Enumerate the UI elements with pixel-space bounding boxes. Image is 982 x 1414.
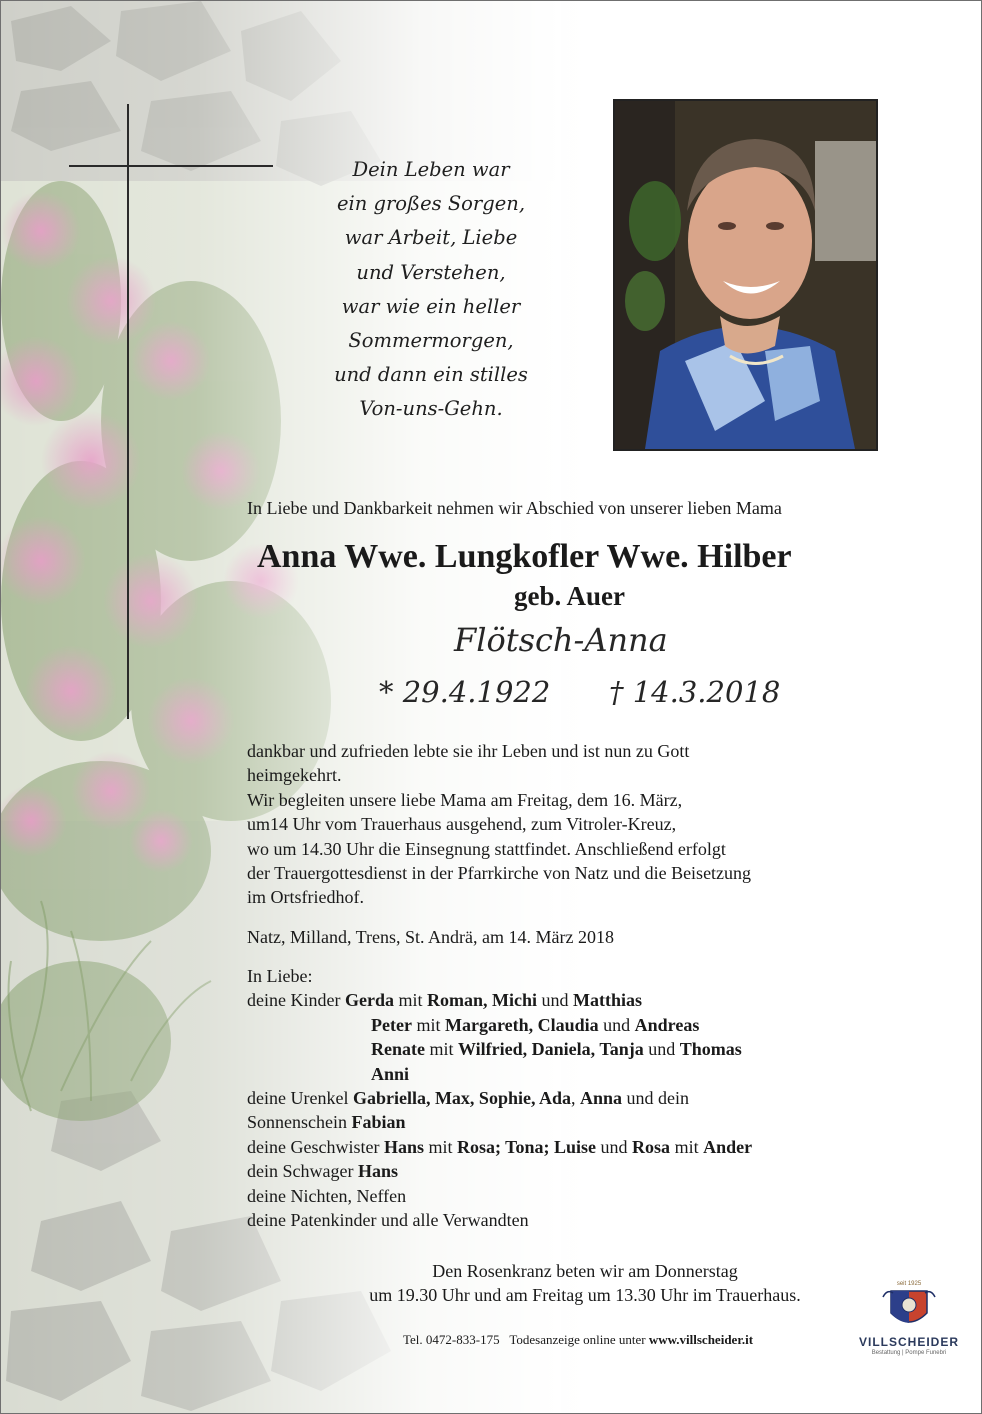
coat-of-arms-icon [853, 1277, 965, 1335]
family-relation-text: und [536, 990, 573, 1011]
family-member-name: Hans [383, 1136, 424, 1157]
poem [301, 153, 561, 427]
family-member-name: Matthias [572, 990, 642, 1011]
family-relation-text: und [596, 1136, 633, 1157]
family-relation-text: deine Geschwister [247, 1136, 384, 1157]
family-member-name: Anni [371, 1063, 410, 1084]
rosary-line: um 19.30 Uhr und am Freitag um 13.30 Uhr im Trauerhaus. [369, 1285, 801, 1305]
family-line [247, 1159, 752, 1183]
deceased-name: Anna Wwe. Lungkofler Wwe. Hilber [257, 538, 792, 575]
rosary-notice [247, 1259, 923, 1307]
family-member-name: Renate [371, 1039, 425, 1060]
family-member-name: Roman, Michi [426, 990, 537, 1011]
family-relation-text: In Liebe: [247, 966, 313, 986]
family-member-name: Andreas [634, 1014, 700, 1035]
family-relation-text: deine Patenkinder und alle Verwandten [247, 1209, 529, 1230]
cross-vertical-bar [127, 104, 129, 719]
family-relation-text: mit [423, 1136, 457, 1157]
family-relation-text: deine Kinder [247, 990, 345, 1011]
poem-line: ein großes Sorgen, [336, 192, 526, 216]
nickname: Flötsch-Anna [454, 621, 668, 659]
family-line [247, 1013, 752, 1037]
logo-brand: VILLSCHEIDER [858, 1335, 959, 1349]
death-date: † 14.3.2018 [609, 675, 781, 709]
family-relation-text: deine Urenkel [247, 1087, 353, 1108]
funeral-details [247, 739, 887, 910]
poem-line: war wie ein heller [341, 294, 521, 318]
body-line: um14 Uhr vom Trauerhaus ausgehend, zum Vitroler-Kreuz, [247, 814, 677, 835]
family-member-name: Rosa [632, 1136, 671, 1157]
family-member-name: Gabriella, Max, Sophie, Ada [352, 1087, 571, 1108]
family-member-name: Ander [703, 1136, 753, 1157]
family-line [247, 1184, 752, 1208]
logo-subtitle: Bestattung | Pompe Funebri [871, 1350, 947, 1356]
family-member-name: Anna [579, 1087, 623, 1108]
portrait-photo [613, 99, 878, 451]
body-line: wo um 14.30 Uhr die Einsegnung stattfindet. Anschließend erfolgt [247, 838, 726, 859]
logo-since: seit 1925 [896, 1281, 922, 1287]
online-label: Todesanzeige online unter [509, 1332, 649, 1347]
family-line [247, 1208, 752, 1232]
family-line [247, 1062, 752, 1086]
family-line [247, 1037, 752, 1061]
body-line: dankbar und zufrieden lebte sie ihr Leben und ist nun zu Gott [247, 741, 690, 761]
family-line [247, 1135, 752, 1159]
intro-text: In Liebe und Dankbarkeit nehmen wir Abschied von unserer lieben Mama [247, 498, 782, 518]
family-member-name: Thomas [679, 1039, 742, 1060]
rosary-line: Den Rosenkranz beten wir am Donnerstag [432, 1261, 738, 1281]
family-member-name: Fabian [351, 1112, 406, 1133]
family-list [247, 964, 752, 1232]
cross-horizontal-bar [69, 165, 273, 167]
family-member-name: Peter [371, 1014, 412, 1035]
family-member-name: Gerda [344, 990, 394, 1011]
poem-line: Sommermorgen, [348, 329, 514, 353]
phone-number: Tel. 0472-833-175 [403, 1332, 500, 1347]
family-relation-text: mit [393, 990, 427, 1011]
family-relation-text: und [643, 1039, 680, 1060]
footer [403, 1332, 753, 1348]
family-line [247, 1086, 752, 1110]
place-and-date: Natz, Milland, Trens, St. Andrä, am 14. März 2018 [247, 927, 614, 947]
life-dates [379, 675, 780, 709]
website-link[interactable]: www.villscheider.it [648, 1332, 754, 1347]
family-member-name: Rosa; Tona; Luise [457, 1136, 597, 1157]
poem-line: und dann ein stilles [334, 363, 528, 387]
family-line [247, 1110, 752, 1134]
body-line: der Trauergottesdienst in der Pfarrkirche von Natz und die Beisetzung [247, 863, 752, 884]
family-line [247, 964, 752, 988]
family-relation-text: und dein [622, 1087, 690, 1108]
body-line: heimgekehrt. [247, 765, 342, 786]
family-relation-text: mit [424, 1039, 458, 1060]
family-relation-text: , [570, 1087, 580, 1108]
family-relation-text: dein Schwager [247, 1161, 358, 1182]
family-member-name: Margareth, Claudia [444, 1014, 599, 1035]
body-line: Wir begleiten unsere liebe Mama am Freitag, dem 16. März, [247, 789, 683, 810]
birth-name: geb. Auer [514, 581, 625, 611]
family-relation-text: mit [411, 1014, 445, 1035]
funeral-home-logo [853, 1277, 965, 1363]
body-line: im Ortsfriedhof. [247, 887, 364, 908]
family-member-name: Wilfried, Daniela, Tanja [458, 1039, 644, 1060]
poem-line: war Arbeit, Liebe [344, 226, 518, 250]
family-relation-text: deine Nichten, Neffen [247, 1185, 407, 1206]
family-relation-text: Sonnenschein [247, 1112, 352, 1133]
family-line [247, 988, 752, 1012]
poem-line: Von-uns-Gehn. [359, 397, 503, 421]
poem-line: und Verstehen, [356, 260, 506, 284]
family-relation-text: und [598, 1014, 635, 1035]
birth-date: * 29.4.1922 [379, 675, 551, 709]
family-relation-text: mit [670, 1136, 704, 1157]
family-member-name: Hans [357, 1161, 398, 1182]
poem-line: Dein Leben war [352, 158, 510, 181]
